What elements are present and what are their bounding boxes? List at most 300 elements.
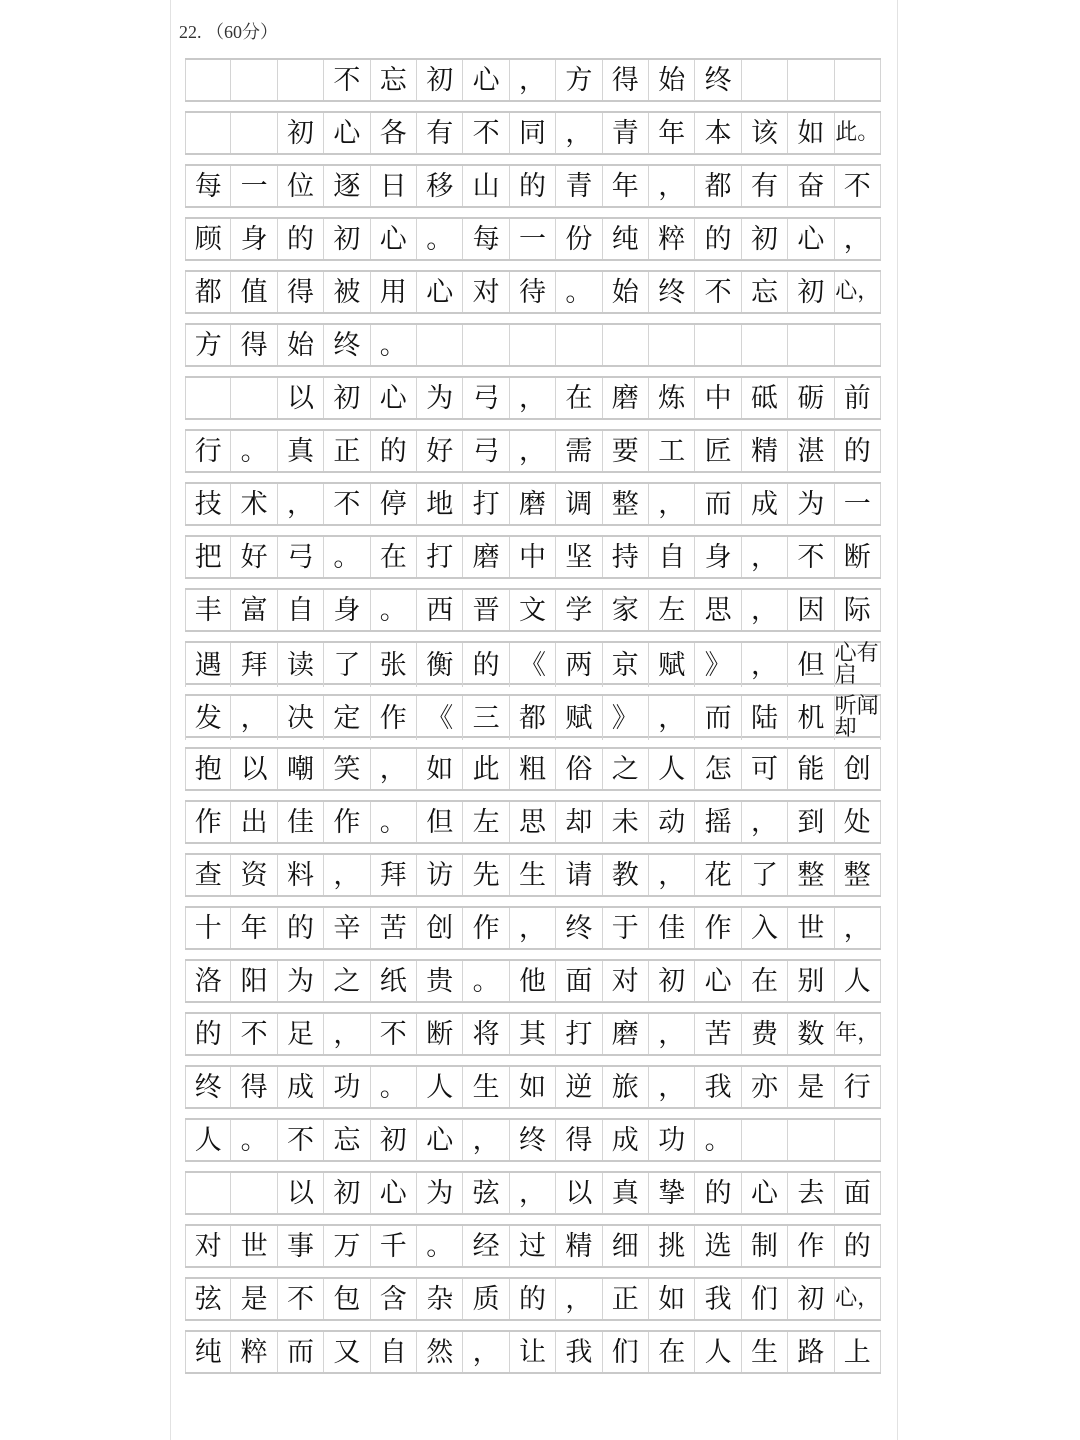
grid-cell: 访 [417,855,463,895]
grid-cell: 心 [695,961,741,1001]
grid-cell: 数 [788,1014,834,1054]
grid-cell: 一 [835,484,881,524]
grid-cell: 怎 [695,749,741,789]
grid-cell: 而 [695,484,741,524]
grid-cell: 作 [324,802,370,842]
grid-cell: 嘲 [278,749,324,789]
grid-cell: 人 [417,1067,463,1107]
grid-cell: 衡 [417,643,463,687]
grid-cell: 自 [278,590,324,630]
grid-cell: 同 [510,113,556,153]
grid-cell: 终 [185,1067,231,1107]
grid-cell: 的 [695,1173,741,1213]
question-header: 22. （60分） [179,22,278,42]
grid-cell: 生 [742,1332,788,1372]
grid-cell: 但 [417,802,463,842]
grid-cell: 初 [417,60,463,100]
grid-cell: 人 [185,1120,231,1160]
grid-cell: 好 [231,537,277,577]
grid-cell: 初 [788,1279,834,1319]
grid-cell: 富 [231,590,277,630]
grid-cell: 人 [835,961,881,1001]
grid-cell: 心 [417,1120,463,1160]
grid-cell [231,60,277,100]
grid-cell: 我 [695,1279,741,1319]
grid-row [185,747,881,791]
grid-cell [231,113,277,153]
grid-cell: 忘 [742,272,788,312]
grid-cell: 身 [231,219,277,259]
grid-cell: 粹 [231,1332,277,1372]
grid-cell: 之 [324,961,370,1001]
grid-cell: 磨 [463,537,509,577]
grid-cell: 入 [742,908,788,948]
grid-row [185,588,881,632]
grid-cell: 日 [371,166,417,206]
grid-cell: 是 [788,1067,834,1107]
grid-cell: ， [649,166,695,206]
grid-cell: 逆 [556,1067,602,1107]
grid-cell: 摇 [695,802,741,842]
grid-cell: 晋 [463,590,509,630]
grid-cell: 。 [556,272,602,312]
grid-cell: 不 [324,484,370,524]
grid-cell: 在 [649,1332,695,1372]
grid-cell: 含 [371,1279,417,1319]
grid-cell: 一 [231,166,277,206]
grid-cell: 能 [788,749,834,789]
grid-cell: 们 [603,1332,649,1372]
grid-cell: ， [510,1173,556,1213]
grid-cell: 资 [231,855,277,895]
grid-cell: ， [510,60,556,100]
grid-cell: 我 [556,1332,602,1372]
grid-cell: 打 [417,537,463,577]
grid-cell: 打 [556,1014,602,1054]
grid-cell: 方 [185,325,231,365]
grid-cell: 三 [463,696,509,740]
grid-cell: 张 [371,643,417,687]
grid-cell: 匠 [695,431,741,471]
grid-cell: 移 [417,166,463,206]
grid-cell [510,325,556,365]
grid-cell: 断 [835,537,881,577]
grid-cell: 路 [788,1332,834,1372]
grid-cell: 心 [463,60,509,100]
grid-cell: 到 [788,802,834,842]
grid-cell: 得 [231,325,277,365]
grid-cell: 经 [463,1226,509,1266]
grid-cell: 以 [278,378,324,418]
grid-cell: 的 [278,219,324,259]
grid-cell: 心 [371,1173,417,1213]
grid-row [185,1012,881,1056]
answer-sheet [170,0,898,1440]
grid-cell: 俗 [556,749,602,789]
grid-cell [185,378,231,418]
grid-cell: ， [510,378,556,418]
grid-cell: 西 [417,590,463,630]
grid-row [185,1065,881,1109]
grid-cell: 逐 [324,166,370,206]
grid-cell: 磨 [603,1014,649,1054]
grid-cell: 好 [417,431,463,471]
grid-cell: 青 [556,166,602,206]
grid-cell: 有 [742,166,788,206]
grid-cell: 如 [649,1279,695,1319]
grid-cell: 得 [556,1120,602,1160]
grid-row [185,800,881,844]
grid-cell [835,60,881,100]
grid-cell: 抱 [185,749,231,789]
grid-cell: 拜 [231,643,277,687]
grid-cell [278,60,324,100]
grid-cell: 弓 [463,378,509,418]
grid-cell: 始 [278,325,324,365]
grid-cell: 忘 [324,1120,370,1160]
grid-cell: 。 [695,1120,741,1160]
grid-row [185,58,881,102]
grid-cell: 心 [371,219,417,259]
grid-cell: 不 [278,1279,324,1319]
grid-cell: 真 [603,1173,649,1213]
grid-cell: 《 [510,643,556,687]
grid-cell: 以 [556,1173,602,1213]
grid-cell: 都 [185,272,231,312]
grid-cell: 行 [185,431,231,471]
grid-row [185,164,881,208]
grid-cell: 待 [510,272,556,312]
grid-cell: 术 [231,484,277,524]
grid-cell: 工 [649,431,695,471]
grid-cell: 了 [324,643,370,687]
grid-cell [603,325,649,365]
grid-cell: 初 [742,219,788,259]
grid-cell: 山 [463,166,509,206]
grid-cell: 弓 [278,537,324,577]
grid-cell: 整 [603,484,649,524]
grid-row [185,1277,881,1321]
grid-cell: 不 [371,1014,417,1054]
grid-cell: 而 [278,1332,324,1372]
grid-cell: 世 [231,1226,277,1266]
grid-cell: 心 [371,378,417,418]
grid-cell [835,1120,881,1160]
grid-cell: 足 [278,1014,324,1054]
grid-cell: 值 [231,272,277,312]
grid-cell: 教 [603,855,649,895]
grid-cell: 初 [324,378,370,418]
grid-cell: 处 [835,802,881,842]
grid-cell: 。 [371,1067,417,1107]
grid-cell: 的 [371,431,417,471]
grid-cell: 又 [324,1332,370,1372]
grid-cell: 得 [603,60,649,100]
grid-row [185,959,881,1003]
grid-cell: 断 [417,1014,463,1054]
grid-cell: ， [742,590,788,630]
grid-cell: 读 [278,643,324,687]
grid-cell: 砥 [742,378,788,418]
grid-cell: 花 [695,855,741,895]
grid-cell: 成 [603,1120,649,1160]
grid-cell [742,1120,788,1160]
grid-cell: 一 [510,219,556,259]
grid-cell: 事 [278,1226,324,1266]
grid-cell: ， [649,696,695,740]
grid-cell [788,1120,834,1160]
grid-cell: 始 [603,272,649,312]
grid-cell: 于 [603,908,649,948]
grid-cell: 出 [231,802,277,842]
grid-cell: 家 [603,590,649,630]
grid-cell [742,60,788,100]
grid-cell: 中 [695,378,741,418]
grid-row [185,1118,881,1162]
grid-cell: 我 [695,1067,741,1107]
grid-cell: 动 [649,802,695,842]
grid-cell: 《 [417,696,463,740]
grid-cell: 挑 [649,1226,695,1266]
grid-cell: 细 [603,1226,649,1266]
grid-cell: 。 [324,537,370,577]
grid-row [185,641,881,688]
grid-cell: 面 [556,961,602,1001]
grid-cell: 技 [185,484,231,524]
grid-cell: 终 [556,908,602,948]
grid-cell [742,325,788,365]
grid-cell: 打 [463,484,509,524]
grid-cell: 让 [510,1332,556,1372]
grid-cell: 终 [324,325,370,365]
grid-cell: 左 [463,802,509,842]
grid-cell: 中 [510,537,556,577]
grid-cell: 笑 [324,749,370,789]
grid-cell: 有 [417,113,463,153]
grid-cell: 请 [556,855,602,895]
grid-cell: 为 [417,1173,463,1213]
grid-cell: 纯 [603,219,649,259]
grid-cell: 心 [788,219,834,259]
grid-cell: 年 [231,908,277,948]
grid-cell: ， [463,1120,509,1160]
grid-cell: 。 [231,431,277,471]
grid-cell: 料 [278,855,324,895]
grid-cell: 对 [603,961,649,1001]
grid-cell: 作 [185,802,231,842]
grid-cell: 别 [788,961,834,1001]
grid-cell: 以 [278,1173,324,1213]
grid-cell: 地 [417,484,463,524]
grid-cell [835,325,881,365]
grid-cell: 弓 [463,431,509,471]
grid-cell: 初 [324,1173,370,1213]
grid-cell: 终 [649,272,695,312]
grid-cell: 的 [695,219,741,259]
grid-cell: 左 [649,590,695,630]
grid-cell: 本 [695,113,741,153]
composition-grid [185,58,881,1383]
grid-cell: ， [278,484,324,524]
grid-cell: 亦 [742,1067,788,1107]
grid-cell: 自 [649,537,695,577]
grid-cell: ， [742,537,788,577]
grid-cell: 年， [835,1014,881,1054]
grid-cell: 正 [603,1279,649,1319]
grid-cell: 》 [603,696,649,740]
grid-cell: 作 [371,696,417,740]
grid-cell: 然 [417,1332,463,1372]
grid-cell: 上 [835,1332,881,1372]
grid-cell: 洛 [185,961,231,1001]
grid-cell: 粹 [649,219,695,259]
grid-cell: 是 [231,1279,277,1319]
grid-cell: 却 [556,802,602,842]
grid-cell: 成 [278,1067,324,1107]
grid-cell: 始 [649,60,695,100]
grid-row [185,482,881,526]
grid-cell: 不 [463,113,509,153]
grid-cell: 终 [510,1120,556,1160]
grid-cell: 他 [510,961,556,1001]
grid-cell: 持 [603,537,649,577]
grid-cell: 忘 [371,60,417,100]
grid-cell: 世 [788,908,834,948]
grid-cell: 心 [324,113,370,153]
grid-cell: 功 [324,1067,370,1107]
grid-row [185,1330,881,1374]
grid-cell: 作 [695,908,741,948]
grid-cell: 拜 [371,855,417,895]
grid-cell: ， [371,749,417,789]
grid-cell: 。 [371,325,417,365]
grid-cell: 得 [278,272,324,312]
grid-cell: 两 [556,643,602,687]
grid-cell: 湛 [788,431,834,471]
grid-cell: 粗 [510,749,556,789]
grid-cell: 查 [185,855,231,895]
grid-cell: 整 [788,855,834,895]
grid-row [185,1224,881,1268]
grid-cell: 纯 [185,1332,231,1372]
grid-cell: 位 [278,166,324,206]
grid-cell [556,325,602,365]
grid-cell: 不 [278,1120,324,1160]
grid-row [185,376,881,420]
grid-cell: 如 [510,1067,556,1107]
grid-cell: 杂 [417,1279,463,1319]
grid-cell: ， [649,1067,695,1107]
grid-cell: 心 [417,272,463,312]
grid-cell [463,325,509,365]
grid-cell: 为 [278,961,324,1001]
grid-cell: 纸 [371,961,417,1001]
grid-cell: 们 [742,1279,788,1319]
grid-cell: 要 [603,431,649,471]
grid-cell: 的 [463,643,509,687]
grid-cell: 面 [835,1173,881,1213]
grid-cell: 需 [556,431,602,471]
grid-cell: 的 [278,908,324,948]
grid-cell: 其 [510,1014,556,1054]
grid-cell: 因 [788,590,834,630]
grid-cell: 听闻却 [835,696,881,740]
grid-cell: 终 [695,60,741,100]
grid-cell: 不 [835,166,881,206]
grid-cell: 不 [231,1014,277,1054]
grid-cell: 人 [695,1332,741,1372]
grid-cell: 以 [231,749,277,789]
grid-cell [788,325,834,365]
grid-cell: ， [324,855,370,895]
grid-cell [185,113,231,153]
grid-cell: 。 [417,1226,463,1266]
grid-cell [695,325,741,365]
grid-cell: 学 [556,590,602,630]
grid-cell: 创 [417,908,463,948]
grid-cell: 制 [742,1226,788,1266]
grid-cell: 初 [278,113,324,153]
grid-cell: 每 [463,219,509,259]
grid-cell: 未 [603,802,649,842]
grid-cell: 阳 [231,961,277,1001]
grid-cell: 初 [788,272,834,312]
grid-cell: 年 [603,166,649,206]
grid-cell: ， [649,1014,695,1054]
grid-cell: ， [742,643,788,687]
grid-cell: 行 [835,1067,881,1107]
grid-cell: 弦 [463,1173,509,1213]
grid-cell: 万 [324,1226,370,1266]
grid-cell: 费 [742,1014,788,1054]
grid-cell: 如 [417,749,463,789]
grid-cell: ， [649,855,695,895]
grid-cell: 去 [788,1173,834,1213]
grid-cell: 的 [185,1014,231,1054]
grid-cell: 奋 [788,166,834,206]
grid-cell: 整 [835,855,881,895]
grid-cell: 都 [510,696,556,740]
grid-cell: ， [835,219,881,259]
grid-cell: 前 [835,378,881,418]
grid-cell: 之 [603,749,649,789]
grid-row [185,217,881,261]
grid-row [185,535,881,579]
grid-cell: 定 [324,696,370,740]
grid-cell: 发 [185,696,231,740]
grid-cell: 调 [556,484,602,524]
grid-cell: 对 [463,272,509,312]
grid-cell: 的 [510,166,556,206]
grid-cell: 自 [371,1332,417,1372]
grid-cell: 份 [556,219,602,259]
grid-cell [231,1173,277,1213]
grid-cell: 包 [324,1279,370,1319]
grid-cell: 质 [463,1279,509,1319]
grid-cell: 为 [788,484,834,524]
grid-cell: 身 [695,537,741,577]
grid-cell: 》 [695,643,741,687]
grid-cell: 初 [649,961,695,1001]
grid-cell: 将 [463,1014,509,1054]
grid-cell: 作 [788,1226,834,1266]
grid-cell: 身 [324,590,370,630]
grid-cell: 弦 [185,1279,231,1319]
grid-cell: 。 [231,1120,277,1160]
grid-cell: 的 [510,1279,556,1319]
grid-cell: ， [556,1279,602,1319]
grid-cell: 机 [788,696,834,740]
